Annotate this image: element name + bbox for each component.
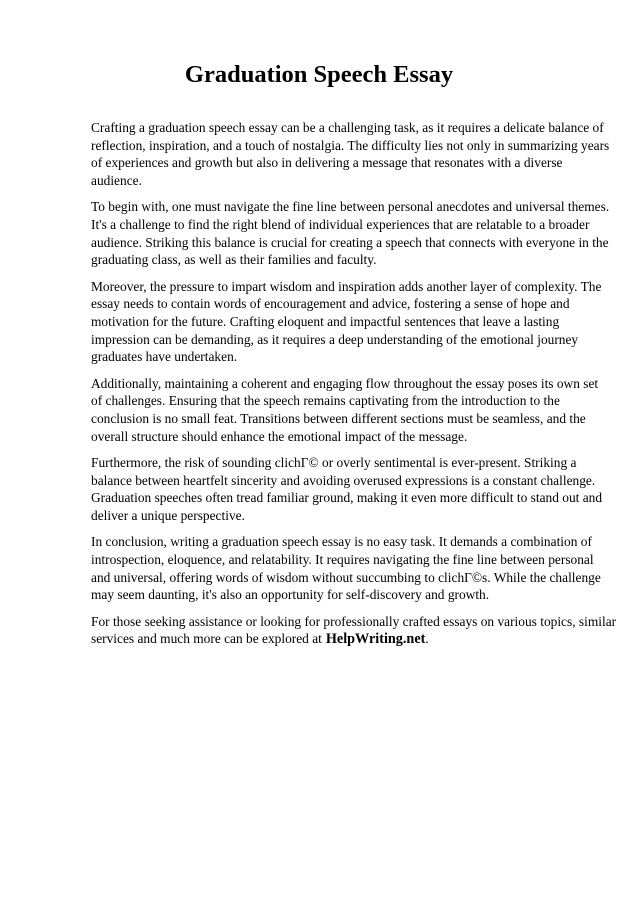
paragraph-line: Graduation speeches often tread familiar ground, making it even more difficult to stand out and: [91, 490, 603, 506]
paragraph-line: Additionally, maintaining a coherent and engaging flow throughout the essay poses its own set: [91, 375, 599, 391]
helpwriting-link[interactable]: HelpWriting.net: [325, 631, 426, 648]
paragraph-line: deliver a unique perspective.: [91, 507, 245, 523]
paragraph-3: [91, 278, 601, 366]
paragraph-4: [91, 375, 601, 445]
paragraph-line: Moreover, the pressure to impart wisdom and inspiration adds another layer of complexity. The: [91, 278, 602, 294]
page-title: Graduation Speech Essay: [184, 61, 454, 88]
paragraph-line: overall structure should enhance the emotional impact of the message.: [91, 428, 468, 444]
link-suffix-text: .: [425, 631, 429, 647]
paragraph-line: introspection, eloquence, and relatability. It requires navigating the fine line between personal: [91, 552, 594, 568]
paragraph-line: It's a challenge to find the right blend of individual experiences that are relatable to a broader: [91, 216, 590, 232]
paragraph-line: may seem daunting, it's also an opportunity for self-discovery and growth.: [91, 587, 490, 603]
paragraph-line: audience. Striking this balance is crucial for creating a speech that connects with everyone in the: [91, 234, 609, 250]
paragraph-6: [91, 533, 601, 603]
paragraph-line: of experiences and growth but also in delivering a message that resonates with a diverse: [91, 155, 563, 171]
paragraph-line: Crafting a graduation speech essay can be a challenging task, as it requires a delicate balance of: [91, 120, 604, 135]
paragraph-line: essay needs to contain words of encouragement and advice, fostering a sense of hope and: [91, 296, 570, 312]
paragraph-line: impression can be demanding, as it requires a deep understanding of the emotional journey: [91, 331, 579, 347]
paragraph-1: [91, 119, 610, 189]
paragraph-line: For those seeking assistance or looking for professionally crafted essays on various topics, similar: [91, 613, 617, 629]
paragraph-line: graduating class, as well as their families and faculty.: [91, 252, 377, 268]
paragraph-line: reflection, inspiration, and a touch of nostalgia. The difficulty lies not only in summarizing years: [91, 137, 610, 153]
link-prefix-text: services and much more can be explored at: [91, 631, 322, 647]
paragraph-2: [91, 198, 610, 268]
paragraph-line: motivation for the future. Crafting eloquent and impactful sentences that leave a lasting: [91, 313, 560, 329]
paragraph-line: balance between heartfelt sincerity and avoiding overused expressions is a constant challenge.: [91, 472, 596, 488]
paragraph-line: To begin with, one must navigate the fine line between personal anecdotes and universal themes.: [91, 199, 610, 215]
paragraph-line: of challenges. Ensuring that the speech remains captivating from the introduction to the: [91, 393, 560, 409]
paragraph-5: [91, 454, 601, 524]
paragraph-line: and universal, offering words of wisdom without succumbing to clichГ©s. While the challenge: [91, 569, 601, 585]
paragraph-line: conclusion is no small feat. Transitions between different sections must be seamless, and the: [91, 410, 586, 426]
document-body: [91, 119, 617, 657]
paragraph-line: graduates have undertaken.: [91, 349, 238, 365]
paragraph-final: [91, 613, 617, 648]
paragraph-line-with-link: [91, 630, 601, 648]
paragraph-line: In conclusion, writing a graduation speech essay is no easy task. It demands a combination of: [91, 534, 592, 550]
paragraph-line: audience.: [91, 172, 142, 188]
paragraph-line: Furthermore, the risk of sounding clichГ© or overly sentimental is ever-present. Striking a: [91, 455, 577, 471]
